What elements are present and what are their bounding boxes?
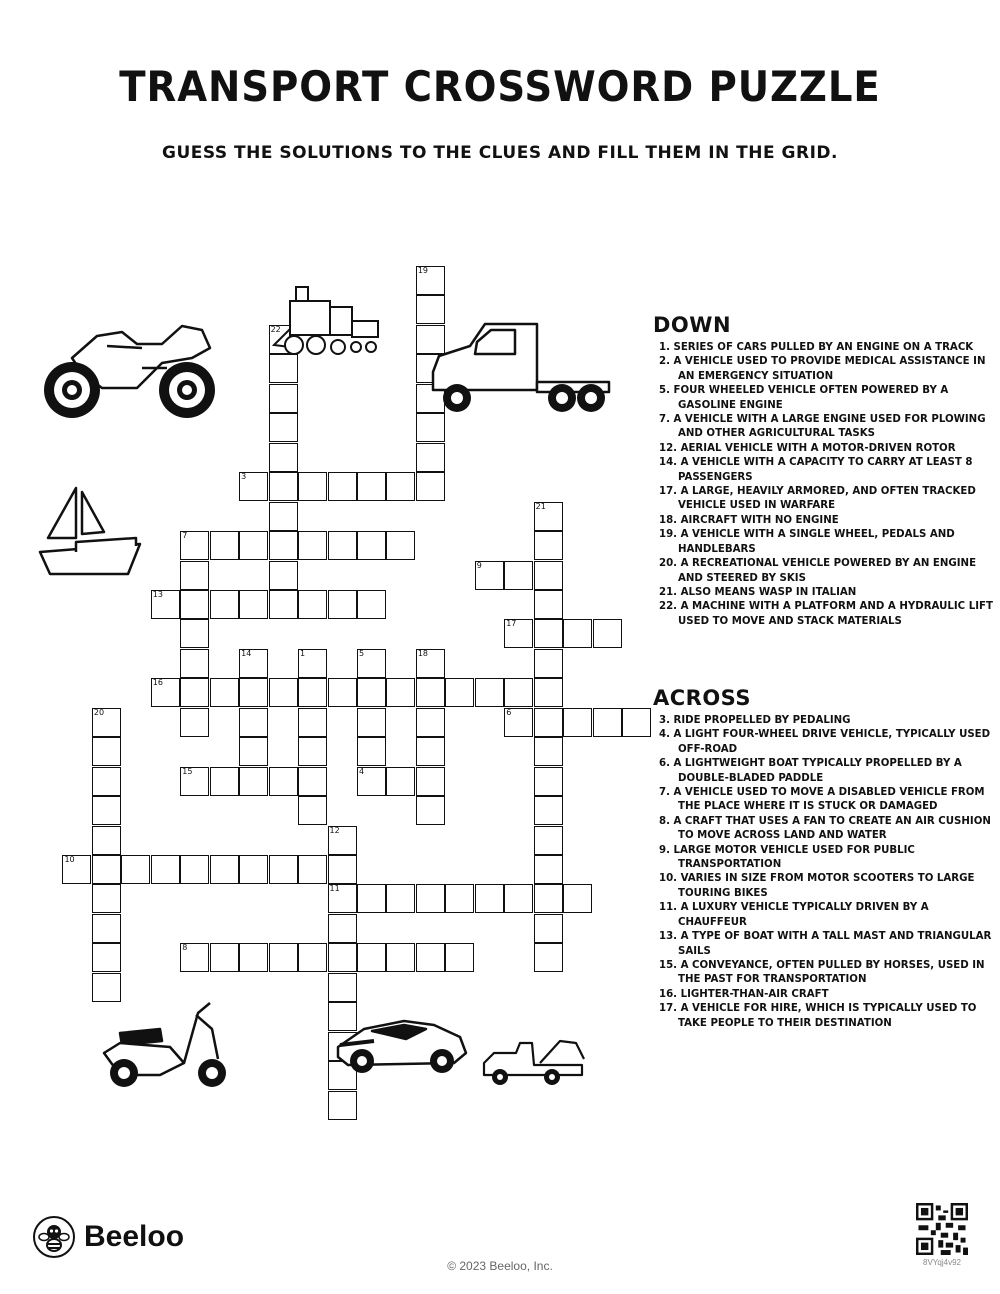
- grid-cell[interactable]: [328, 855, 357, 884]
- grid-cell[interactable]: [504, 708, 533, 737]
- grid-cell[interactable]: [121, 855, 150, 884]
- grid-cell[interactable]: [357, 884, 386, 913]
- grid-cell[interactable]: [269, 502, 298, 531]
- grid-cell[interactable]: [534, 531, 563, 560]
- grid-cell[interactable]: [563, 708, 592, 737]
- grid-cell[interactable]: [210, 855, 239, 884]
- clue-number: 6: [506, 707, 512, 717]
- grid-cell[interactable]: [298, 855, 327, 884]
- grid-cell[interactable]: [239, 472, 268, 501]
- grid-cell[interactable]: [151, 590, 180, 619]
- grid-cell[interactable]: [416, 796, 445, 825]
- grid-cell[interactable]: [386, 767, 415, 796]
- grid-cell[interactable]: [328, 472, 357, 501]
- qr-code-label: 8VYqj4v92: [923, 1258, 961, 1267]
- across-clue: 10. VARIES IN SIZE FROM MOTOR SCOOTERS TO LARGE TOURING BIKES: [659, 873, 975, 899]
- grid-cell[interactable]: [328, 914, 357, 943]
- grid-cell[interactable]: [239, 943, 268, 972]
- across-clue: 13. A TYPE OF BOAT WITH A TALL MAST AND TRIANGULAR SAILS: [659, 931, 992, 957]
- grid-cell[interactable]: [534, 708, 563, 737]
- qr-code-icon: [916, 1203, 968, 1255]
- down-clue: 19. A VEHICLE WITH A SINGLE WHEEL, PEDALS AND HANDLEBARS: [659, 529, 955, 555]
- across-clue: 4. A LIGHT FOUR-WHEEL DRIVE VEHICLE, TYPICALLY USED OFF-ROAD: [659, 729, 991, 755]
- across-clue: 11. A LUXURY VEHICLE TYPICALLY DRIVEN BY A CHAUFFEUR: [659, 902, 929, 928]
- grid-cell[interactable]: [269, 531, 298, 560]
- grid-cell[interactable]: [534, 590, 563, 619]
- grid-cell[interactable]: [269, 767, 298, 796]
- grid-cell[interactable]: [328, 1091, 357, 1120]
- down-heading: DOWN: [653, 313, 732, 337]
- clue-number: 4: [358, 766, 365, 776]
- grid-cell[interactable]: [386, 678, 415, 707]
- grid-cell[interactable]: [180, 590, 209, 619]
- page-subtitle: GUESS THE SOLUTIONS TO THE CLUES AND FILL THEM IN THE GRID.: [162, 143, 838, 163]
- grid-cell[interactable]: [416, 678, 445, 707]
- grid-cell[interactable]: [180, 649, 209, 678]
- grid-cell[interactable]: [328, 590, 357, 619]
- grid-cell[interactable]: [416, 708, 445, 737]
- sailboat-icon: [36, 482, 146, 582]
- grid-cell[interactable]: [416, 649, 445, 678]
- grid-cell[interactable]: [445, 884, 474, 913]
- clue-number: 13: [152, 589, 163, 599]
- grid-cell[interactable]: [210, 678, 239, 707]
- grid-cell[interactable]: [239, 737, 268, 766]
- grid-cell[interactable]: [357, 737, 386, 766]
- grid-cell[interactable]: [92, 943, 121, 972]
- across-clue: 15. A CONVEYANCE, OFTEN PULLED BY HORSES, USED IN THE PAST FOR TRANSPORTATION: [659, 959, 985, 986]
- clue-number: 1: [300, 648, 306, 658]
- grid-cell[interactable]: [239, 678, 268, 707]
- down-clue: 20. A RECREATIONAL VEHICLE POWERED BY AN ENGINE AND STEERED BY SKIS: [659, 558, 977, 584]
- grid-cell[interactable]: [416, 884, 445, 913]
- grid-cell[interactable]: [269, 443, 298, 472]
- grid-cell[interactable]: [180, 855, 209, 884]
- clue-number: 20: [93, 707, 105, 717]
- grid-cell[interactable]: [386, 943, 415, 972]
- grid-cell[interactable]: [357, 472, 386, 501]
- grid-cell[interactable]: [357, 649, 386, 678]
- grid-cell[interactable]: [357, 678, 386, 707]
- grid-cell[interactable]: [298, 472, 327, 501]
- grid-cell[interactable]: [92, 767, 121, 796]
- clue-number: 22: [270, 324, 281, 334]
- grid-cell[interactable]: [622, 708, 651, 737]
- grid-cell[interactable]: [239, 767, 268, 796]
- down-clue: 14. A VEHICLE WITH A CAPACITY TO CARRY AT LEAST 8 PASSENGERS: [659, 457, 973, 483]
- across-clue: 6. A LIGHTWEIGHT BOAT TYPICALLY PROPELLED BY A DOUBLE-BLADED PADDLE: [659, 758, 962, 784]
- grid-cell[interactable]: [210, 590, 239, 619]
- grid-cell[interactable]: [328, 826, 357, 855]
- clue-number: 10: [64, 855, 75, 864]
- grid-cell[interactable]: [416, 413, 445, 442]
- grid-cell[interactable]: [416, 266, 445, 295]
- grid-cell[interactable]: [504, 884, 533, 913]
- scooter-icon: [100, 995, 230, 1090]
- grid-cell[interactable]: [269, 413, 298, 442]
- grid-cell[interactable]: [239, 531, 268, 560]
- grid-cell[interactable]: [269, 561, 298, 590]
- clue-number: 21: [535, 501, 546, 511]
- grid-cell[interactable]: [298, 531, 327, 560]
- clue-number: 16: [152, 678, 163, 688]
- across-clue: 17. A VEHICLE FOR HIRE, WHICH IS TYPICALLY USED TO TAKE PEOPLE TO THEIR DESTINATION: [659, 1003, 977, 1029]
- grid-cell[interactable]: [386, 472, 415, 501]
- grid-cell[interactable]: [298, 708, 327, 737]
- grid-cell[interactable]: [445, 678, 474, 707]
- down-clues: [653, 313, 993, 629]
- grid-cell[interactable]: [239, 855, 268, 884]
- grid-cell[interactable]: [416, 472, 445, 501]
- down-clue: 2. A VEHICLE USED TO PROVIDE MEDICAL ASSISTANCE IN AN EMERGENCY SITUATION: [659, 356, 986, 382]
- grid-cell[interactable]: [534, 502, 563, 531]
- grid-cell[interactable]: [475, 561, 504, 590]
- across-heading: ACROSS: [653, 686, 751, 710]
- clue-number: 14: [241, 648, 252, 658]
- grid-cell[interactable]: [534, 826, 563, 855]
- grid-cell[interactable]: [210, 943, 239, 972]
- grid-cell[interactable]: [534, 884, 563, 913]
- grid-cell[interactable]: [62, 855, 91, 884]
- grid-cell[interactable]: [445, 943, 474, 972]
- grid-cell[interactable]: [534, 796, 563, 825]
- grid-cell[interactable]: [151, 855, 180, 884]
- grid-cell[interactable]: [504, 678, 533, 707]
- grid-cell[interactable]: [92, 737, 121, 766]
- grid-cell[interactable]: [298, 737, 327, 766]
- down-clue: 21. ALSO MEANS WASP IN ITALIAN: [659, 586, 857, 598]
- grid-cell[interactable]: [357, 708, 386, 737]
- grid-cell[interactable]: [180, 767, 209, 796]
- train-icon: [272, 285, 382, 360]
- down-clue: 7. A VEHICLE WITH A LARGE ENGINE USED FOR PLOWING AND OTHER AGRICULTURAL TASKS: [659, 414, 986, 440]
- clue-number: 15: [182, 766, 193, 776]
- grid-cell[interactable]: [534, 855, 563, 884]
- grid-cell[interactable]: [180, 708, 209, 737]
- grid-cell[interactable]: [416, 767, 445, 796]
- grid-cell[interactable]: [180, 561, 209, 590]
- grid-cell[interactable]: [92, 708, 121, 737]
- grid-cell[interactable]: [239, 649, 268, 678]
- grid-cell[interactable]: [357, 943, 386, 972]
- grid-cell[interactable]: [269, 384, 298, 413]
- grid-cell[interactable]: [269, 678, 298, 707]
- down-clue: 17. A LARGE, HEAVILY ARMORED, AND OFTEN TRACKED VEHICLE USED IN WARFARE: [659, 486, 976, 512]
- grid-cell[interactable]: [328, 884, 357, 913]
- clue-number: 12: [329, 825, 340, 835]
- grid-cell[interactable]: [298, 767, 327, 796]
- down-clue: 18. AIRCRAFT WITH NO ENGINE: [659, 514, 839, 526]
- grid-cell[interactable]: [92, 884, 121, 913]
- grid-cell[interactable]: [534, 943, 563, 972]
- grid-cell[interactable]: [328, 678, 357, 707]
- car-icon: [334, 1015, 470, 1077]
- grid-cell[interactable]: [180, 619, 209, 648]
- grid-cell[interactable]: [298, 943, 327, 972]
- grid-cell[interactable]: [210, 531, 239, 560]
- grid-cell[interactable]: [151, 678, 180, 707]
- down-clue: 12. AERIAL VEHICLE WITH A MOTOR-DRIVEN ROTOR: [659, 442, 956, 454]
- grid-cell[interactable]: [416, 737, 445, 766]
- clue-number: 7: [182, 531, 188, 541]
- across-clue: 9. LARGE MOTOR VEHICLE USED FOR PUBLIC TRANSPORTATION: [659, 844, 915, 871]
- grid-cell[interactable]: [534, 619, 563, 648]
- tow-truck-icon: [480, 1037, 590, 1087]
- grid-cell[interactable]: [534, 737, 563, 766]
- grid-cell[interactable]: [386, 531, 415, 560]
- grid-cell[interactable]: [298, 796, 327, 825]
- grid-cell[interactable]: [328, 973, 357, 1002]
- grid-cell[interactable]: [92, 855, 121, 884]
- brand-name: Beeloo: [84, 1220, 185, 1253]
- down-clue: 22. A MACHINE WITH A PLATFORM AND A HYDRAULIC LIFT USED TO MOVE AND STACK MATERIALS: [659, 601, 993, 627]
- clue-number: 19: [417, 266, 429, 275]
- grid-cell[interactable]: [357, 531, 386, 560]
- grid-cell[interactable]: [269, 943, 298, 972]
- clue-number: 18: [417, 648, 429, 658]
- grid-cell[interactable]: [563, 619, 592, 648]
- grid-cell[interactable]: [239, 590, 268, 619]
- brand-logo: [32, 1214, 184, 1260]
- grid-cell[interactable]: [416, 443, 445, 472]
- grid-cell[interactable]: [298, 590, 327, 619]
- grid-cell[interactable]: [357, 767, 386, 796]
- grid-cell[interactable]: [328, 943, 357, 972]
- across-clue: 16. LIGHTER-THAN-AIR CRAFT: [659, 988, 829, 1000]
- grid-cell[interactable]: [504, 561, 533, 590]
- grid-cell[interactable]: [92, 826, 121, 855]
- across-clues: [653, 686, 993, 1031]
- grid-cell[interactable]: [416, 943, 445, 972]
- page-title: TRANSPORT CROSSWORD PUZZLE: [119, 62, 881, 111]
- copyright: © 2023 Beeloo, Inc.: [447, 1259, 553, 1273]
- grid-cell[interactable]: [534, 649, 563, 678]
- across-clue: 8. A CRAFT THAT USES A FAN TO CREATE AN AIR CUSHION TO MOVE ACROSS LAND AND WATER: [659, 815, 991, 842]
- across-clue: 3. RIDE PROPELLED BY PEDALING: [659, 715, 851, 726]
- grid-cell[interactable]: [269, 472, 298, 501]
- grid-cell[interactable]: [534, 678, 563, 707]
- grid-cell[interactable]: [475, 884, 504, 913]
- clue-number: 5: [358, 648, 365, 658]
- motorcycle-icon: [42, 318, 217, 423]
- grid-cell[interactable]: [328, 531, 357, 560]
- truck-icon: [425, 320, 611, 415]
- grid-cell[interactable]: [180, 531, 209, 560]
- clue-number: 17: [506, 619, 517, 629]
- grid-cell[interactable]: [475, 678, 504, 707]
- grid-cell[interactable]: [593, 708, 622, 737]
- grid-cell[interactable]: [180, 943, 209, 972]
- grid-cell[interactable]: [92, 796, 121, 825]
- grid-cell[interactable]: [563, 884, 592, 913]
- clue-number: 8: [182, 943, 188, 953]
- down-clue: 1. SERIES OF CARS PULLED BY AN ENGINE ON A TRACK: [659, 342, 974, 353]
- clue-number: 9: [476, 560, 482, 570]
- grid-cell[interactable]: [593, 619, 622, 648]
- across-clue: 7. A VEHICLE USED TO MOVE A DISABLED VEHICLE FROM THE PLACE WHERE IT IS STUCK OR DAMAGED: [659, 787, 985, 813]
- grid-cell[interactable]: [269, 855, 298, 884]
- grid-cell[interactable]: [210, 767, 239, 796]
- bee-icon: [32, 1215, 76, 1259]
- grid-cell[interactable]: [534, 914, 563, 943]
- grid-cell[interactable]: [534, 767, 563, 796]
- grid-cell[interactable]: [357, 590, 386, 619]
- down-clue: 5. FOUR WHEELED VEHICLE OFTEN POWERED BY A GASOLINE ENGINE: [659, 385, 949, 411]
- grid-cell[interactable]: [298, 678, 327, 707]
- grid-cell[interactable]: [386, 884, 415, 913]
- grid-cell[interactable]: [180, 678, 209, 707]
- grid-cell[interactable]: [298, 649, 327, 678]
- clue-number: 3: [241, 472, 247, 482]
- grid-cell[interactable]: [92, 914, 121, 943]
- grid-cell[interactable]: [239, 708, 268, 737]
- grid-cell[interactable]: [504, 619, 533, 648]
- clue-number: 11: [329, 884, 340, 894]
- grid-cell[interactable]: [534, 561, 563, 590]
- grid-cell[interactable]: [269, 590, 298, 619]
